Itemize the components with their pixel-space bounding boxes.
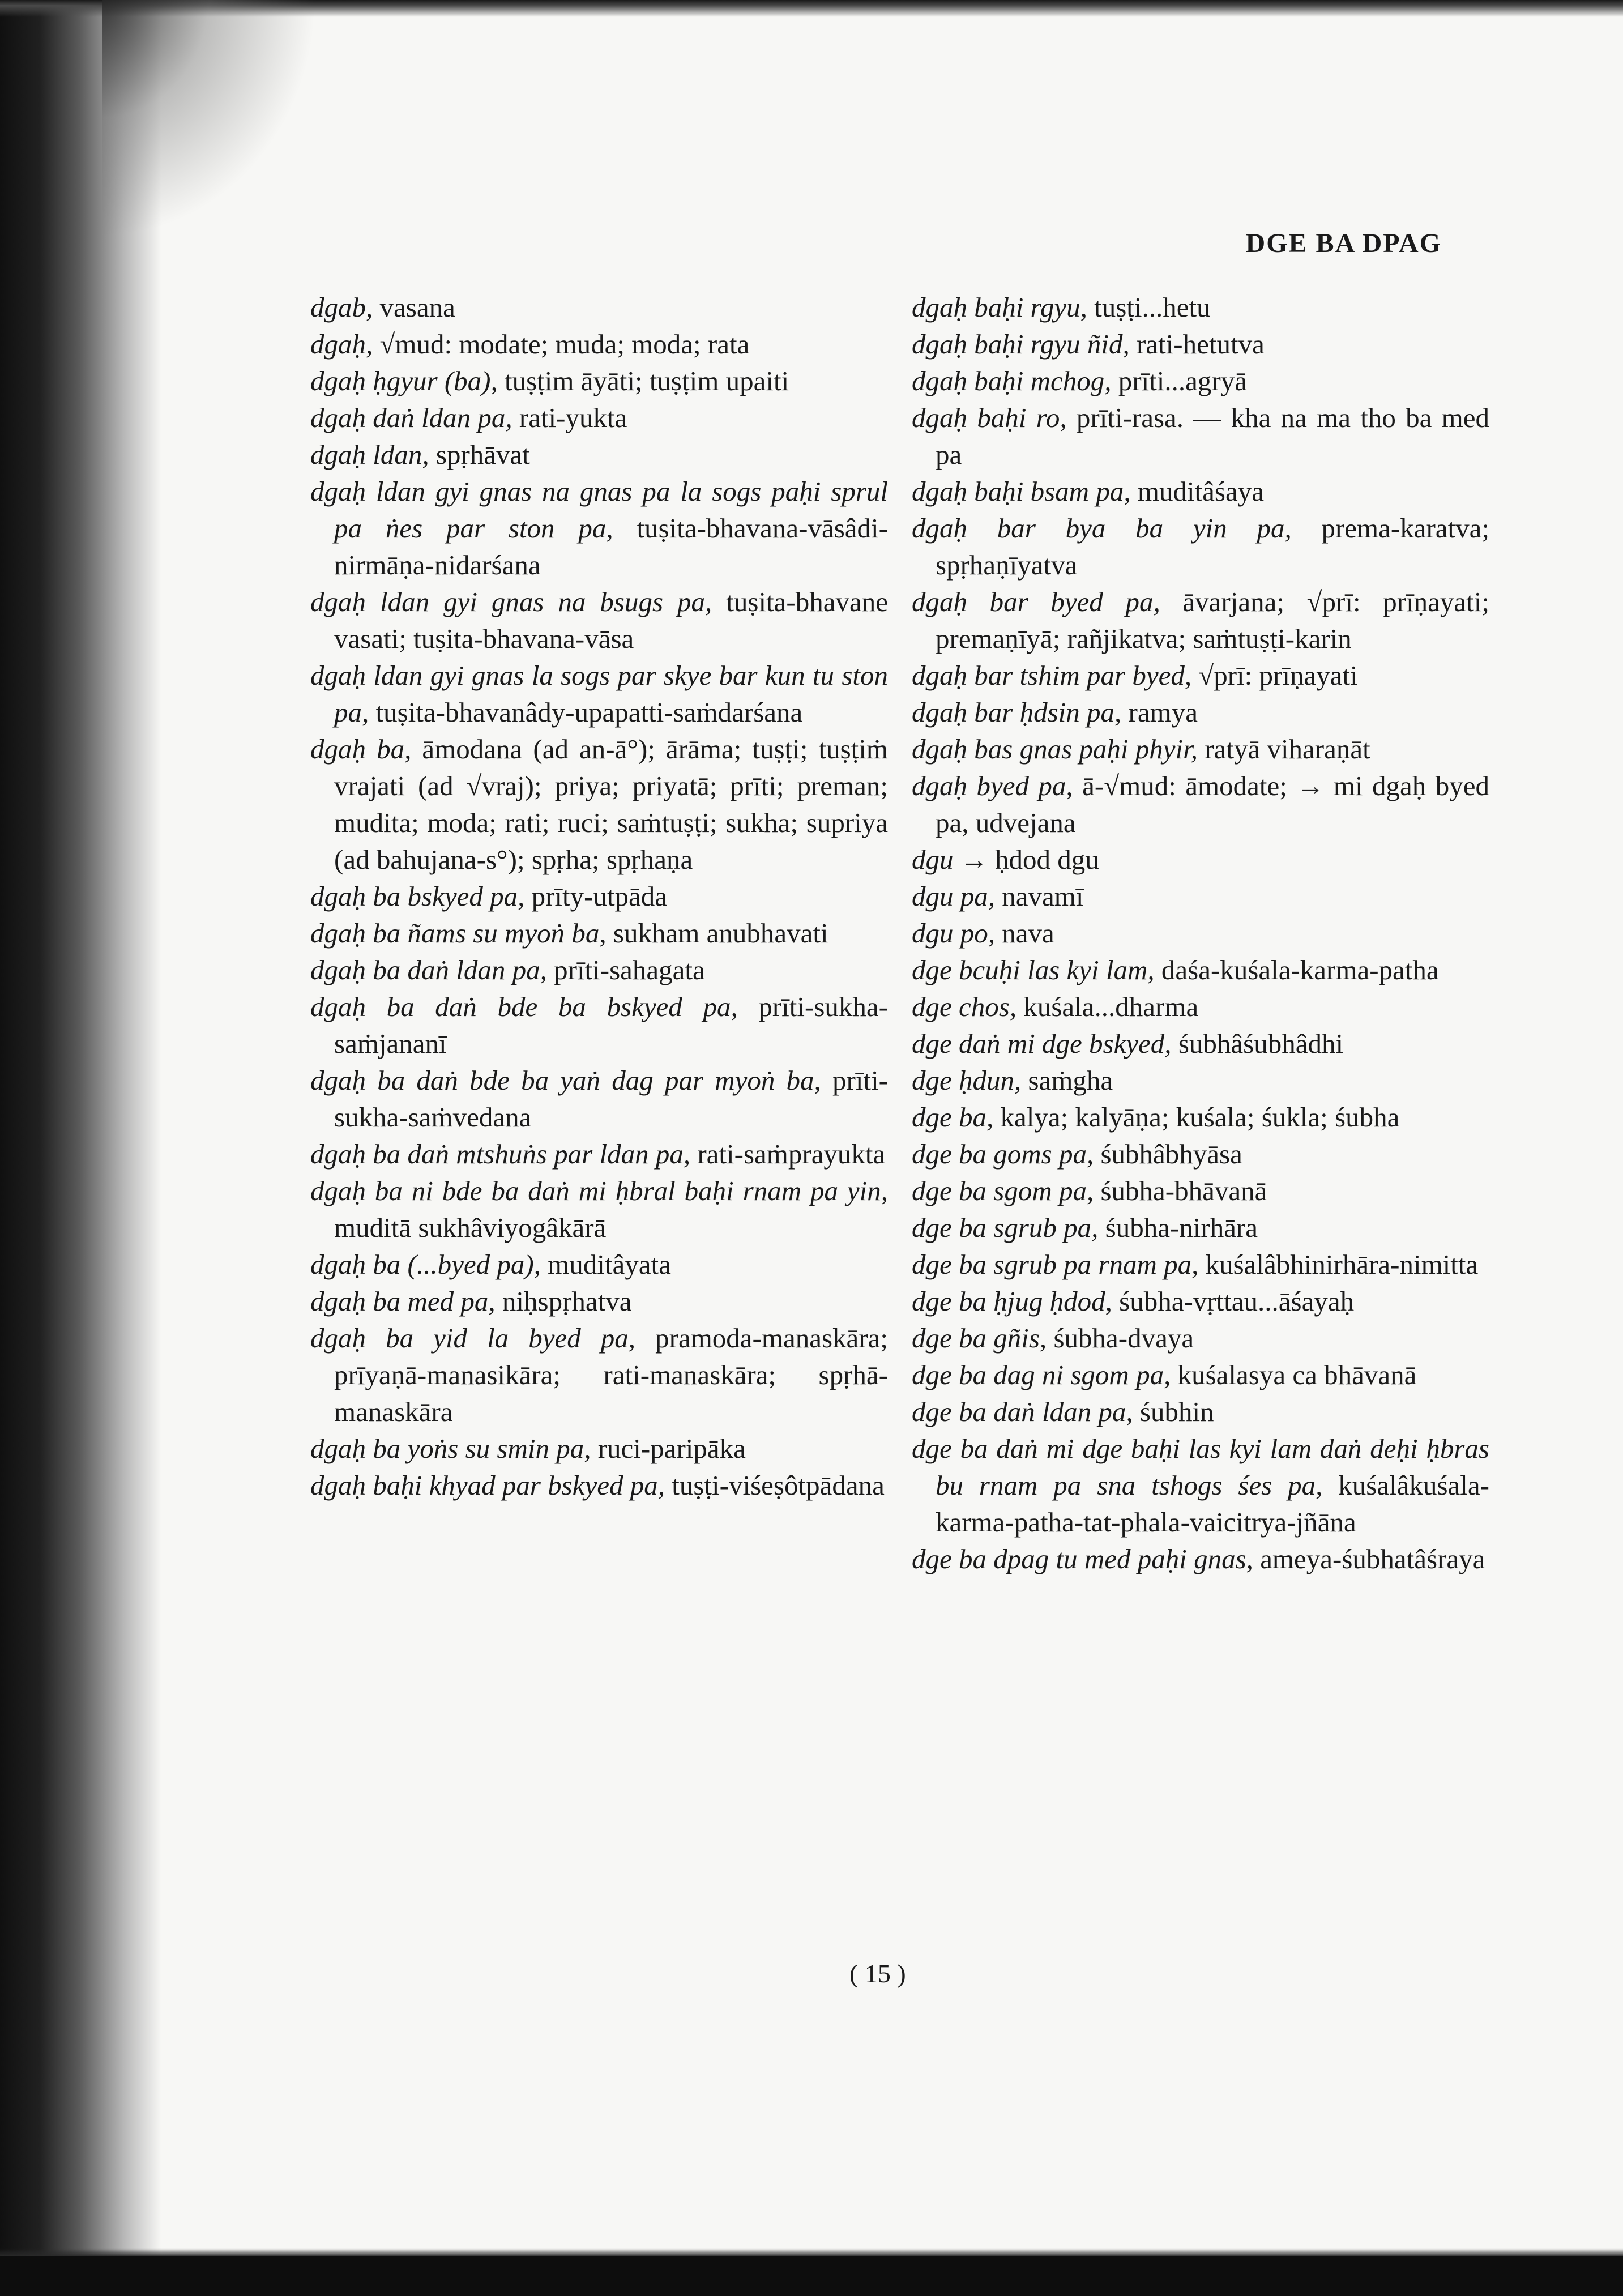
entry-headword: dge daṅ mi dge bskyed,: [912, 1028, 1172, 1059]
entry-headword: dge ḥdun,: [912, 1065, 1022, 1096]
entry-headword: dgaḥ ba daṅ bde ba bskyed pa,: [310, 991, 738, 1022]
entry-gloss: kalya; kalyāṇa; kuśala; śukla; śubha: [993, 1102, 1400, 1133]
dictionary-entry: [912, 1025, 1489, 1062]
entry-gloss: pramoda-manaskāra; prīyaṇā-manasikāra; rati-manaskāra; spṛhā-manaskāra: [334, 1322, 888, 1427]
entry-headword: dgaḥ ldan gyi gnas na gnas pa la sogs paḥi sprul pa ṅes par ston pa,: [310, 476, 888, 544]
scan-bottom-bar: [0, 2256, 1623, 2296]
entry-gloss: sukham anubhavati: [606, 917, 828, 949]
entry-gloss: ratyā viharaṇāt: [1198, 733, 1370, 765]
dictionary-entry: [912, 951, 1489, 988]
entry-headword: dgaḥ ldan,: [310, 439, 429, 470]
entry-gloss: prīti-sahagata: [546, 954, 705, 985]
dictionary-entry: [912, 1209, 1489, 1246]
entry-gloss: nava: [995, 917, 1054, 949]
dictionary-entry: [310, 1283, 888, 1320]
dictionary-entry: [912, 657, 1489, 694]
entry-gloss: muditâśaya: [1130, 476, 1264, 507]
dictionary-entry: [912, 583, 1489, 657]
dictionary-entry: [912, 473, 1489, 510]
entry-gloss: kuśala...dharma: [1016, 991, 1199, 1022]
entry-headword: dgaḥ,: [310, 328, 373, 360]
dictionary-entry: [310, 1246, 888, 1283]
entry-gloss: tuṣita-bhavane vasati; tuṣita-bhavana-vāsa: [334, 586, 888, 654]
entry-headword: dgaḥ baḥi bsam pa,: [912, 476, 1131, 507]
dictionary-entry: [912, 1283, 1489, 1320]
dictionary-entry: [310, 326, 888, 362]
entry-headword: dgaḥ ldan gyi gnas na bsugs pa,: [310, 586, 712, 617]
entry-gloss: saṁgha: [1021, 1065, 1113, 1096]
entry-headword: dgab,: [310, 292, 373, 323]
dictionary-entry: [912, 841, 1489, 878]
dictionary-entry: [912, 510, 1489, 583]
entry-gloss: ameya-śubhatâśraya: [1253, 1543, 1485, 1574]
dictionary-entry: [310, 878, 888, 915]
entry-headword: dgaḥ daṅ ldan pa,: [310, 402, 512, 433]
dictionary-entry: [912, 1430, 1489, 1540]
dictionary-entry: [310, 1062, 888, 1136]
entry-headword: dgaḥ bar bya ba yin pa,: [912, 513, 1292, 544]
scan-edge-shadow: [0, 0, 161, 2296]
entry-gloss: daśa-kuśala-karma-patha: [1154, 954, 1439, 985]
dictionary-entry: [310, 473, 888, 583]
dictionary-entry: [310, 1136, 888, 1172]
entry-headword: dgaḥ ba ni bde ba daṅ mi ḥbral baḥi rnam pa yin,: [310, 1175, 888, 1206]
entry-headword: dgaḥ ba yid la byed pa,: [310, 1322, 636, 1354]
entry-headword: dgaḥ ldan gyi gnas la sogs par skye bar kun tu ston pa,: [310, 660, 888, 728]
entry-gloss: kuśalâkuśala-karma-patha-tat-phala-vaicitrya-jñāna: [936, 1470, 1489, 1538]
entry-headword: dgaḥ ba,: [310, 733, 412, 765]
dictionary-entry: [912, 988, 1489, 1025]
entry-gloss: śubha-bhāvanā: [1094, 1175, 1267, 1206]
dictionary-entry: [912, 289, 1489, 326]
dictionary-entry: [310, 1430, 888, 1467]
entry-headword: dge ba gñis,: [912, 1322, 1047, 1354]
dictionary-entry: [310, 951, 888, 988]
dictionary-entry: [912, 1136, 1489, 1172]
page-number: ( 15 ): [849, 1959, 906, 1988]
entry-headword: dgaḥ baḥi rgyu,: [912, 292, 1087, 323]
entry-gloss: vasana: [373, 292, 455, 323]
entry-gloss: kuśalasya ca bhāvanā: [1171, 1359, 1417, 1390]
entry-gloss: śubhâbhyāsa: [1094, 1138, 1242, 1170]
dictionary-entry: [310, 1467, 888, 1504]
dictionary-entry: [912, 1246, 1489, 1283]
dictionary-entry: [912, 326, 1489, 362]
entry-gloss: śubhin: [1133, 1396, 1214, 1427]
dictionary-entry: [912, 1172, 1489, 1209]
entry-gloss: spṛhāvat: [429, 439, 530, 470]
dictionary-entry: [912, 1320, 1489, 1356]
entry-gloss: śubha-nirhāra: [1098, 1212, 1258, 1243]
entry-gloss: niḥspṛhatva: [495, 1286, 632, 1317]
dictionary-entry: [912, 1099, 1489, 1136]
entry-headword: dge ba sgrub pa rnam pa,: [912, 1249, 1199, 1280]
dictionary-entry: [912, 1356, 1489, 1393]
entry-headword: dgaḥ bar byed pa,: [912, 586, 1160, 617]
entry-headword: dgaḥ baḥi khyad par bskyed pa,: [310, 1470, 665, 1501]
entry-headword: dge ba,: [912, 1102, 994, 1133]
entry-headword: dgaḥ ba ñams su myoṅ ba,: [310, 917, 607, 949]
dictionary-entry: [912, 731, 1489, 767]
entry-headword: dgaḥ baḥi rgyu ñid,: [912, 328, 1130, 360]
entry-gloss: muditâyata: [540, 1249, 671, 1280]
entry-gloss: kuśalâbhinirhāra-nimitta: [1198, 1249, 1479, 1280]
entry-headword: dge ba ḥjug ḥdod,: [912, 1286, 1112, 1317]
entry-headword: dgaḥ ba daṅ bde ba yaṅ dag par myoṅ ba,: [310, 1065, 821, 1096]
entry-gloss: muditā sukhâviyogâkārā: [334, 1212, 607, 1243]
dictionary-entry: [310, 362, 888, 399]
entry-gloss: prīti-sukha-saṁjananī: [334, 991, 888, 1059]
dictionary-entry: [310, 1320, 888, 1430]
entry-gloss: tuṣita-bhavana-vāsâdi-nirmāṇa-nidarśana: [334, 513, 888, 581]
dictionary-entry: [912, 878, 1489, 915]
entry-headword: dgaḥ ba (...byed pa),: [310, 1249, 541, 1280]
left-column: [310, 289, 888, 1504]
entry-headword: dgu: [912, 844, 954, 875]
entry-gloss: ruci-paripāka: [591, 1433, 746, 1464]
entry-gloss: prīti-sukha-saṁvedana: [334, 1065, 888, 1133]
entry-headword: dge ba sgom pa,: [912, 1175, 1094, 1206]
dictionary-entry: [310, 731, 888, 878]
entry-headword: dgaḥ ba yoṅs su smin pa,: [310, 1433, 591, 1464]
dictionary-entry: [912, 362, 1489, 399]
dictionary-entry: [310, 988, 888, 1062]
entry-gloss: tuṣṭim āyāti; tuṣṭim upaiti: [497, 365, 789, 396]
entry-headword: dge ba daṅ ldan pa,: [912, 1396, 1133, 1427]
entry-headword: dgaḥ bas gnas paḥi phyir,: [912, 733, 1198, 765]
entry-gloss: prīti-rasa. — kha na ma tho ba med pa: [936, 402, 1489, 470]
entry-gloss: rati-yukta: [512, 402, 627, 433]
entry-headword: dge ba dpag tu med paḥi gnas,: [912, 1543, 1253, 1574]
dictionary-entry: [310, 657, 888, 731]
entry-gloss: √prī: prīṇayati: [1191, 660, 1358, 691]
dictionary-entry: [310, 1172, 888, 1246]
entry-gloss: tuṣita-bhavanâdy-upapatti-saṁdarśana: [369, 697, 803, 728]
scan-bottom-fade: [0, 2248, 1623, 2256]
entry-headword: dge ba goms pa,: [912, 1138, 1094, 1170]
entry-gloss: śubha-vṛttau...āśayaḥ: [1112, 1286, 1355, 1317]
entry-gloss: navamī: [995, 881, 1084, 912]
entry-headword: dge ba sgrub pa,: [912, 1212, 1099, 1243]
entry-gloss: tuṣṭi...hetu: [1087, 292, 1211, 323]
entry-gloss: āmodana (ad an-ā°); ārāma; tuṣṭi; tuṣṭiṁ vrajati (ad √vraj); priya; priyatā; prīti; preman; mudita; moda; rati; ruci; saṁtuṣṭi; sukha; supriya (ad bahujana-s°); spṛha; spṛhaṇa: [334, 733, 888, 875]
entry-headword: dgaḥ byed pa,: [912, 770, 1073, 801]
right-column: [912, 289, 1489, 1577]
dictionary-entry: [912, 399, 1489, 473]
dictionary-entry: [310, 289, 888, 326]
entry-gloss: āvarjana; √prī: prīṇayati; premaṇīyā; rañjikatva; saṁtuṣṭi-karin: [936, 586, 1489, 654]
dictionary-entry: [912, 1062, 1489, 1099]
entry-headword: dgaḥ bar tshim par byed,: [912, 660, 1192, 691]
entry-gloss: → ḥdod dgu: [953, 844, 1099, 875]
entry-gloss: prīti...agryā: [1111, 365, 1247, 396]
scan-corner-smudge: [102, 0, 317, 238]
entry-gloss: √mud: modate; muda; moda; rata: [373, 328, 750, 360]
entry-headword: dgaḥ baḥi mchog,: [912, 365, 1112, 396]
dictionary-entry: [912, 1540, 1489, 1577]
entry-headword: dgu pa,: [912, 881, 995, 912]
entry-headword: dgaḥ ba daṅ mtshuṅs par ldan pa,: [310, 1138, 691, 1170]
running-head: DGE BA DPAG: [1245, 228, 1442, 258]
entry-headword: dge ba dag ni sgom pa,: [912, 1359, 1171, 1390]
entry-gloss: prīty-utpāda: [524, 881, 668, 912]
entry-gloss: prema-karatva; spṛhaṇīyatva: [936, 513, 1489, 581]
entry-gloss: śubhâśubhâdhi: [1171, 1028, 1344, 1059]
entry-headword: dgaḥ ba med pa,: [310, 1286, 496, 1317]
dictionary-entry: [912, 1393, 1489, 1430]
entry-gloss: rati-hetutva: [1129, 328, 1265, 360]
entry-headword: dge bcuḥi las kyi lam,: [912, 954, 1155, 985]
dictionary-entry: [310, 915, 888, 951]
dictionary-entry: [912, 767, 1489, 841]
entry-gloss: tuṣṭi-viśeṣôtpādana: [665, 1470, 885, 1501]
entry-headword: dgaḥ ba bskyed pa,: [310, 881, 525, 912]
entry-headword: dgu po,: [912, 917, 995, 949]
entry-headword: dge ba daṅ mi dge baḥi las kyi lam daṅ deḥi ḥbras bu rnam pa sna tshogs śes pa,: [912, 1433, 1489, 1501]
entry-headword: dgaḥ bar ḥdsin pa,: [912, 697, 1122, 728]
entry-gloss: rati-saṁprayukta: [690, 1138, 886, 1170]
entry-headword: dgaḥ ba daṅ ldan pa,: [310, 954, 547, 985]
dictionary-entry: [912, 694, 1489, 731]
entry-headword: dge chos,: [912, 991, 1017, 1022]
entry-gloss: śubha-dvaya: [1047, 1322, 1194, 1354]
entry-headword: dgaḥ ḥgyur (ba),: [310, 365, 498, 396]
entry-gloss: ramya: [1121, 697, 1198, 728]
dictionary-entry: [310, 436, 888, 473]
dictionary-entry: [912, 915, 1489, 951]
dictionary-entry: [310, 583, 888, 657]
dictionary-entry: [310, 399, 888, 436]
entry-gloss: ā-√mud: āmodate; → mi dgaḥ byed pa, udvejana: [936, 770, 1489, 838]
entry-headword: dgaḥ baḥi ro,: [912, 402, 1067, 433]
